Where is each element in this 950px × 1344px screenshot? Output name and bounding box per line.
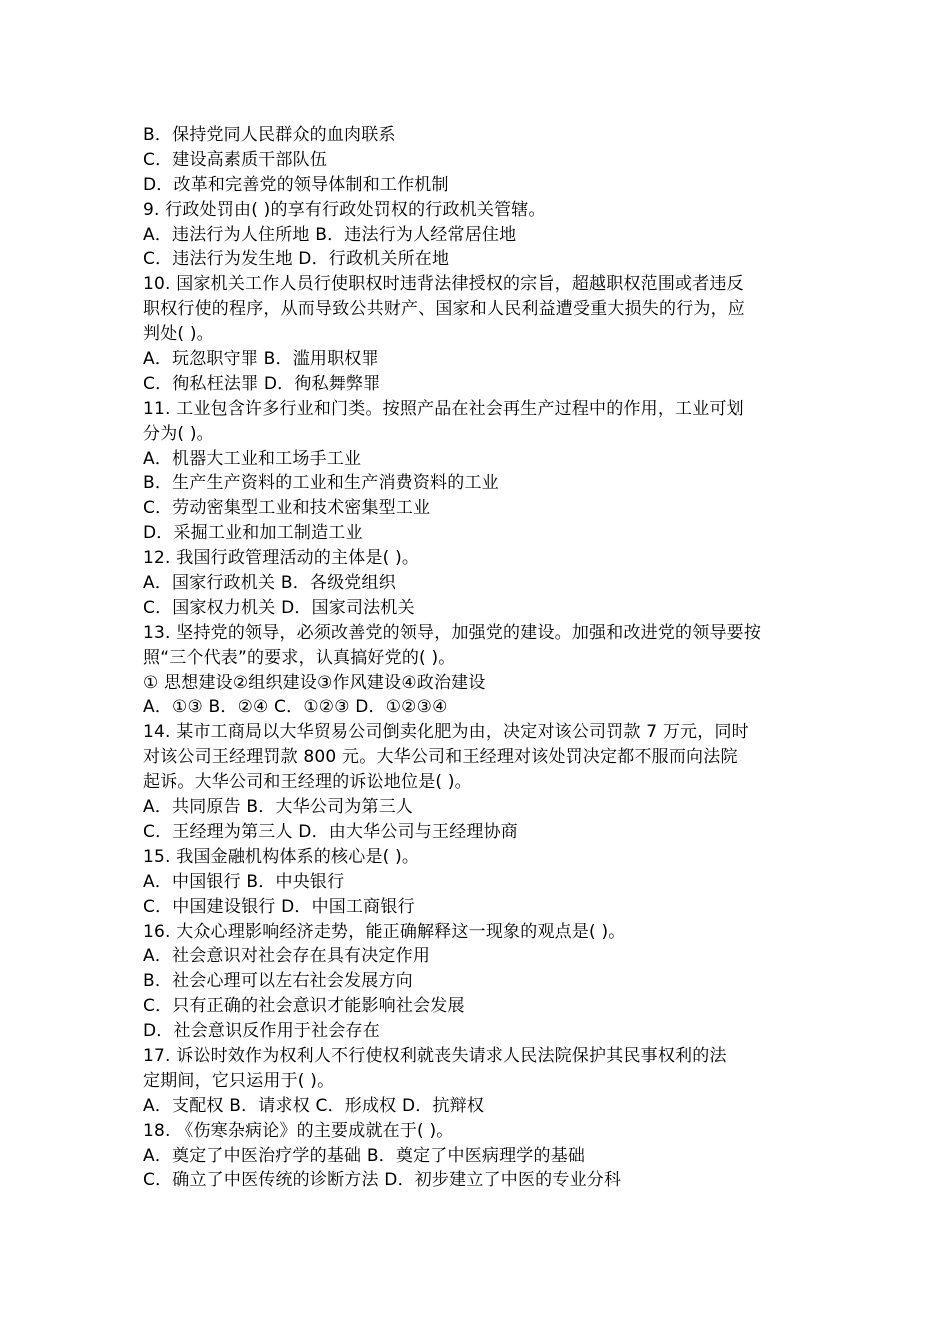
- text-line: B．保持党同人民群众的血肉联系: [143, 125, 396, 145]
- text-line: D．改革和完善党的领导体制和工作机制: [143, 174, 449, 195]
- text-line: A．①③ B．②④ C．①②③ D．①②③④: [143, 697, 448, 718]
- text-line: A．支配权 B．请求权 C．形成权 D．抗辩权: [143, 1095, 485, 1116]
- text-line: A．违法行为人住所地 B．违法行为人经常居住地: [143, 224, 517, 245]
- text-line: C．确立了中医传统的诊断方法 D．初步建立了中医的专业分科: [143, 1170, 622, 1191]
- text-line: C．国家权力机关 D．国家司法机关: [143, 597, 415, 618]
- text-line: 分为( )。: [143, 423, 214, 444]
- text-line: A．社会意识对社会存在具有决定作用: [143, 946, 431, 967]
- question-line: 15. 我国金融机构体系的核心是( )。: [143, 846, 420, 867]
- text-line: 起诉。大华公司和王经理的诉讼地位是( )。: [143, 772, 472, 793]
- question-line: 12. 我国行政管理活动的主体是( )。: [143, 548, 420, 569]
- text-line: 判处( )。: [143, 324, 214, 345]
- question-line: 18. 《伤寒杂病论》的主要成就在于( )。: [143, 1120, 454, 1141]
- text-line: D．社会意识反作用于社会存在: [143, 1021, 380, 1042]
- text-line: C．劳动密集型工业和技术密集型工业: [143, 498, 431, 519]
- question-line: 16. 大众心理影响经济走势，能正确解释这一现象的观点是( )。: [143, 921, 626, 942]
- text-line: A．奠定了中医治疗学的基础 B．奠定了中医病理学的基础: [143, 1145, 586, 1166]
- text-line: 对该公司王经理罚款 800 元。大华公司和王经理对该处罚决定都不服而向法院: [143, 747, 738, 768]
- text-line: B．生产生产资料的工业和生产消费资料的工业: [143, 473, 499, 494]
- text-line: 职权行使的程序，从而导致公共财产、国家和人民利益遭受重大损失的行为，应: [143, 299, 745, 320]
- text-line: A．玩忽职守罪 B．滥用职权罪: [143, 349, 379, 370]
- question-line: 11. 工业包含许多行业和门类。按照产品在社会再生产过程中的作用，工业可划: [143, 398, 744, 419]
- text-line: A．中国银行 B．中央银行: [143, 871, 345, 892]
- text-line: C．只有正确的社会意识才能影响社会发展: [143, 996, 465, 1017]
- text-line: B．社会心理可以左右社会发展方向: [143, 971, 413, 992]
- text-line: C．建设高素质干部队伍: [143, 149, 328, 170]
- text-line: A．共同原告 B．大华公司为第三人: [143, 797, 414, 818]
- text-line: D．采掘工业和加工制造工业: [143, 523, 363, 544]
- question-line: 13. 坚持党的领导，必须改善党的领导，加强党的建设。加强和改进党的领导要按: [143, 622, 762, 643]
- text-line: ① 思想建设②组织建设③作风建设④政治建设: [143, 672, 486, 693]
- text-line: C．徇私枉法罪 D．徇私舞弊罪: [143, 373, 381, 394]
- text-line: C．王经理为第三人 D．由大华公司与王经理协商: [143, 821, 518, 842]
- question-line: 9. 行政处罚由( )的享有行政处罚权的行政机关管辖。: [143, 199, 546, 220]
- question-line: 17. 诉讼时效作为权利人不行使权利就丧失请求人民法院保护其民事权利的法: [143, 1045, 727, 1066]
- question-line: 10. 国家机关工作人员行使职权时违背法律授权的宗旨，超越职权范围或者违反: [143, 274, 744, 295]
- text-line: C．违法行为发生地 D．行政机关所在地: [143, 249, 450, 270]
- text-line: C．中国建设银行 D．中国工商银行: [143, 896, 415, 917]
- text-line: 照“三个代表”的要求，认真搞好党的( )。: [143, 647, 456, 668]
- document-page: [143, 123, 823, 1193]
- text-line: 定期间，它只运用于( )。: [143, 1070, 335, 1091]
- question-line: 14. 某市工商局以大华贸易公司倒卖化肥为由，决定对该公司罚款 7 万元，同时: [143, 722, 749, 743]
- text-line: A．国家行政机关 B．各级党组织: [143, 573, 396, 594]
- text-line: A．机器大工业和工场手工业: [143, 448, 362, 469]
